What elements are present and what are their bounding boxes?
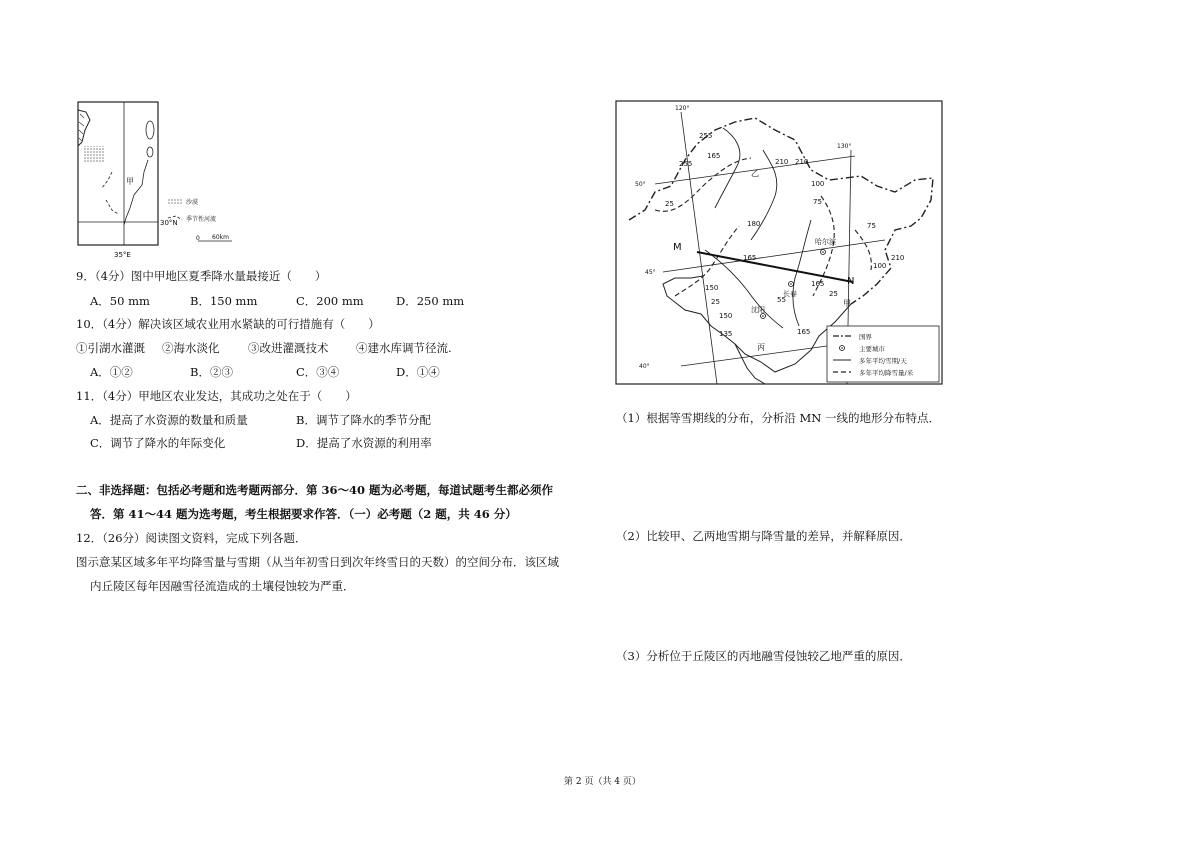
- lake-2: [147, 147, 153, 157]
- place-yi: 乙: [751, 169, 759, 178]
- lon-120-label: 120°: [675, 105, 690, 112]
- q10-measure-1: ①引湖水灌溉: [76, 341, 145, 355]
- coastline: [78, 110, 90, 146]
- contour-label: 165: [743, 254, 757, 262]
- q12-text-line2: 内丘陵区每年因融雪径流造成的土壤侵蚀较为严重．: [90, 579, 355, 593]
- contour-label: 100: [873, 262, 887, 270]
- q11-option-a: A．提高了水资源的数量和质量: [90, 413, 248, 427]
- label-m: M: [673, 242, 682, 253]
- label-n: N: [847, 276, 855, 287]
- contour-label: 180: [747, 220, 761, 228]
- section2-heading-line1: 二、非选择题：包括必考题和选考题两部分．第 36～40 题为必考题，每道试题考生都必须作: [76, 483, 554, 497]
- contour-label: 25: [829, 290, 838, 298]
- q10-option-b: B．②③: [190, 365, 233, 379]
- q9-stem: 9．（4分）图中甲地区夏季降水量最接近（ ）: [76, 269, 327, 283]
- seasonal-river: [102, 172, 118, 214]
- contour-label: 75: [813, 198, 822, 206]
- lon-35e-label: 35°E: [114, 251, 131, 259]
- city-changchun-label: 长春: [783, 290, 797, 298]
- contour-label: 165: [811, 280, 825, 288]
- q10-measure-3: ③改进灌溉技术: [248, 341, 329, 355]
- scale-distance: 60km: [212, 234, 229, 241]
- legend-desert-swatch: [168, 198, 182, 204]
- q9-option-a: A．50 mm: [90, 294, 150, 308]
- map-frame: [78, 102, 158, 245]
- q9-option-c: C．200 mm: [296, 294, 364, 308]
- contour-label: 100: [811, 180, 825, 188]
- place-bing: 丙: [757, 343, 765, 352]
- lon-130-label: 130°: [837, 143, 852, 150]
- legend-city-label: 主要城市: [859, 345, 885, 353]
- legend-border-label: 国界: [859, 333, 872, 341]
- contour-label: 255: [699, 132, 713, 140]
- scale-zero: 0: [196, 235, 200, 242]
- contour-label: 25: [711, 298, 720, 306]
- q10-option-a: A．①②: [90, 365, 133, 379]
- place-jia: 甲: [126, 177, 134, 186]
- place-jia: 甲: [843, 299, 851, 308]
- q12-text-line1: 图示意某区域多年平均降雪量与雪期（从当年初雪日到次年终雪日的天数）的空间分布．该区域: [76, 555, 559, 569]
- contour-label: 75: [867, 222, 876, 230]
- legend-snow-days-label: 多年平均雪期/天: [859, 357, 907, 365]
- legend-desert-label: 沙漠: [186, 199, 199, 206]
- snow-distribution-map: [615, 100, 943, 386]
- q10-option-d: D．①④: [396, 365, 440, 379]
- page-footer: 第 2 页（共 4 页）: [564, 777, 641, 787]
- section2-heading-line2: 答．第 41～44 题为选考题，考生根据要求作答．（一）必考题（2 题，共 46 分）: [90, 507, 517, 521]
- contour-label: 165: [707, 152, 721, 160]
- q11-option-b: B．调节了降水的季节分配: [296, 413, 431, 427]
- lat-45-label: 45°: [645, 269, 656, 276]
- sub-question-1: （1）根据等雪期线的分布，分析沿 MN 一线的地形分布特点．: [616, 411, 940, 425]
- q10-option-c: C．③④: [296, 365, 340, 379]
- q11-option-c: C．调节了降水的年际变化: [90, 436, 226, 450]
- q11-option-d: D．提高了水资源的利用率: [296, 436, 432, 450]
- contour-label: 210: [795, 158, 809, 166]
- lat-30n-label: 30°N: [160, 219, 178, 227]
- contour-label: 210: [891, 254, 905, 262]
- contour-label: 135: [719, 330, 733, 338]
- river: [124, 160, 148, 225]
- q10-stem: 10．（4分）解决该区域农业用水紧缺的可行措施有（ ）: [76, 317, 380, 331]
- q10-measure-2: ②海水淡化: [162, 341, 220, 355]
- lat-50-label: 50°: [635, 181, 646, 188]
- contour-label: 210: [775, 158, 789, 166]
- contour-label: 165: [797, 328, 811, 336]
- q9-option-b: B．150 mm: [190, 294, 258, 308]
- lat-40-label: 40°: [639, 363, 650, 370]
- q12-stem: 12．（26分）阅读图文资料，完成下列各题．: [76, 531, 307, 545]
- left-region-map: [72, 100, 262, 259]
- sub-question-3: （3）分析位于丘陵区的丙地融雪侵蚀较乙地严重的原因．: [616, 649, 911, 663]
- desert-area: [84, 146, 104, 162]
- contour-label: 55: [777, 296, 786, 304]
- contour-label: 150: [705, 284, 719, 292]
- sub-question-2: （2）比较甲、乙两地雪期与降雪量的差异，并解释原因．: [616, 529, 911, 543]
- q11-stem: 11．（4分）甲地区农业发达，其成功之处在于（ ）: [76, 389, 357, 403]
- q9-option-d: D．250 mm: [396, 294, 465, 308]
- legend-snowfall-label: 多年平均降雪量/米: [859, 369, 914, 377]
- city-harbin-label: 哈尔滨: [815, 238, 836, 246]
- contour-label: 255: [679, 160, 693, 168]
- lake: [146, 121, 154, 139]
- q10-measure-4: ④建水库调节径流.: [356, 341, 452, 355]
- city-shenyang-label: 沈阳: [751, 306, 765, 314]
- contour-label: 150: [719, 312, 733, 320]
- legend-river-label: 季节性河流: [186, 216, 217, 223]
- contour-label: 25: [665, 200, 674, 208]
